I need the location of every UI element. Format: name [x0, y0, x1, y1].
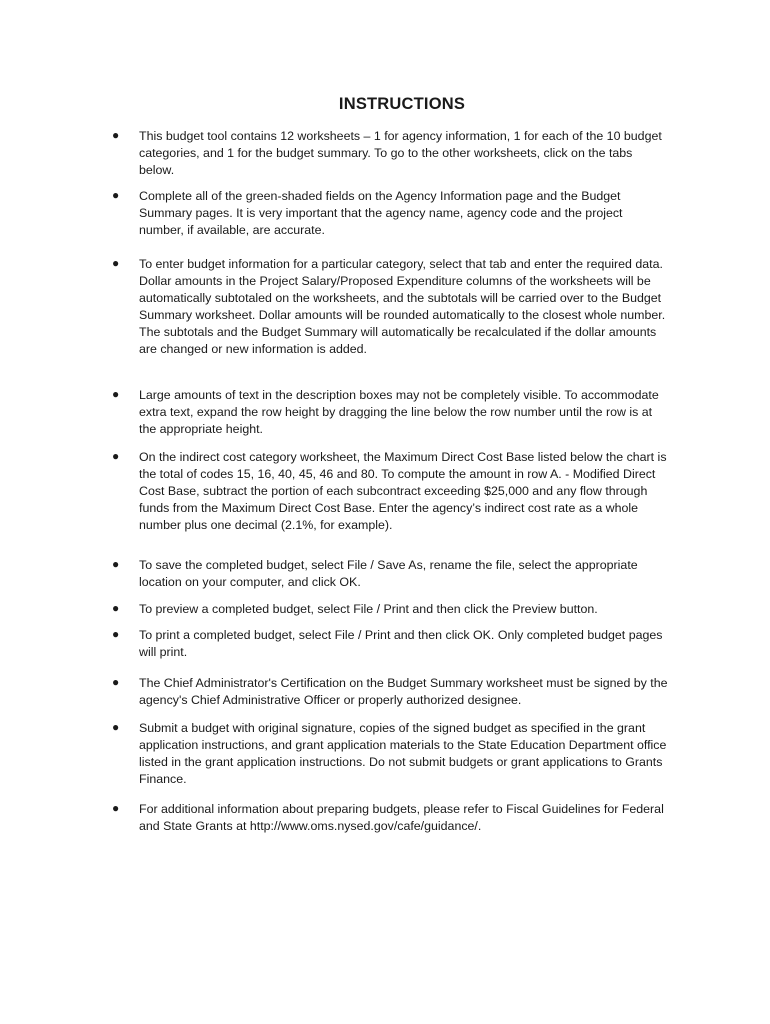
- bullet-icon: ●: [112, 675, 120, 689]
- bullet-icon: ●: [112, 627, 120, 641]
- instruction-text: To preview a completed budget, select File / Print and then click the Preview button.: [139, 602, 598, 616]
- instruction-text: Submit a budget with original signature, copies of the signed budget as specified in the grant application instructions, and grant application materials to the State Education Department office listed in the grant application instructions. Do not submit budgets or grant applications to Grants Finance.: [139, 721, 667, 786]
- page-title: INSTRUCTIONS: [338, 95, 466, 113]
- instruction-text: Complete all of the green-shaded fields on the Agency Information page and the Budget Summary pages. It is very important that the agency name, agency code and the project number, if available, are accurate.: [139, 189, 623, 237]
- bullet-icon: ●: [112, 557, 120, 571]
- instruction-text: For additional information about preparing budgets, please refer to Fiscal Guidelines for Federal and State Grants at http://www.oms.nysed.gov/cafe/guidance/.: [139, 802, 664, 833]
- bullet-icon: ●: [112, 720, 120, 734]
- bullet-icon: ●: [112, 256, 120, 270]
- instruction-text: To save the completed budget, select File / Save As, rename the file, select the appropriate location on your computer, and click OK.: [139, 558, 638, 589]
- instruction-text: To enter budget information for a particular category, select that tab and enter the required data. Dollar amounts in the Project Salary/Proposed Expenditure columns of the worksheets will be automatically subtotaled on the worksheets, and the subtotals will be carried over to the Budget Summary worksheet. Dollar amounts will be rounded automatically to the closest whole number. The subtotals and the Budget Summary will automatically be recalculated if the dollar amounts are changed or new information is added.: [139, 257, 666, 356]
- bullet-icon: ●: [112, 801, 120, 815]
- instruction-text: To print a completed budget, select File / Print and then click OK. Only completed budget pages will print.: [139, 628, 663, 659]
- bullet-icon: ●: [112, 601, 120, 615]
- bullet-icon: ●: [112, 128, 120, 142]
- instruction-text: On the indirect cost category worksheet, the Maximum Direct Cost Base listed below the chart is the total of codes 15, 16, 40, 45, 46 and 80. To compute the amount in row A. - Modified Direct Cost Base, subtract the portion of each subcontract exceeding $25,000 and any flow through funds from the Maximum Direct Cost Base. Enter the agency’s indirect cost rate as a whole number plus one decimal (2.1%, for example).: [139, 450, 667, 532]
- bullet-icon: ●: [112, 387, 120, 401]
- bullet-icon: ●: [112, 188, 120, 202]
- instruction-text: This budget tool contains 12 worksheets – 1 for agency information, 1 for each of the 10 budget categories, and 1 for the budget summary. To go to the other worksheets, click on the tabs below.: [139, 129, 662, 177]
- bullet-icon: ●: [112, 449, 120, 463]
- instruction-text: The Chief Administrator's Certification on the Budget Summary worksheet must be signed by the agency's Chief Administrative Officer or properly authorized designee.: [139, 676, 668, 707]
- instruction-text: Large amounts of text in the description boxes may not be completely visible. To accommodate extra text, expand the row height by dragging the line below the row number until the row is at the appropriate height.: [139, 388, 659, 436]
